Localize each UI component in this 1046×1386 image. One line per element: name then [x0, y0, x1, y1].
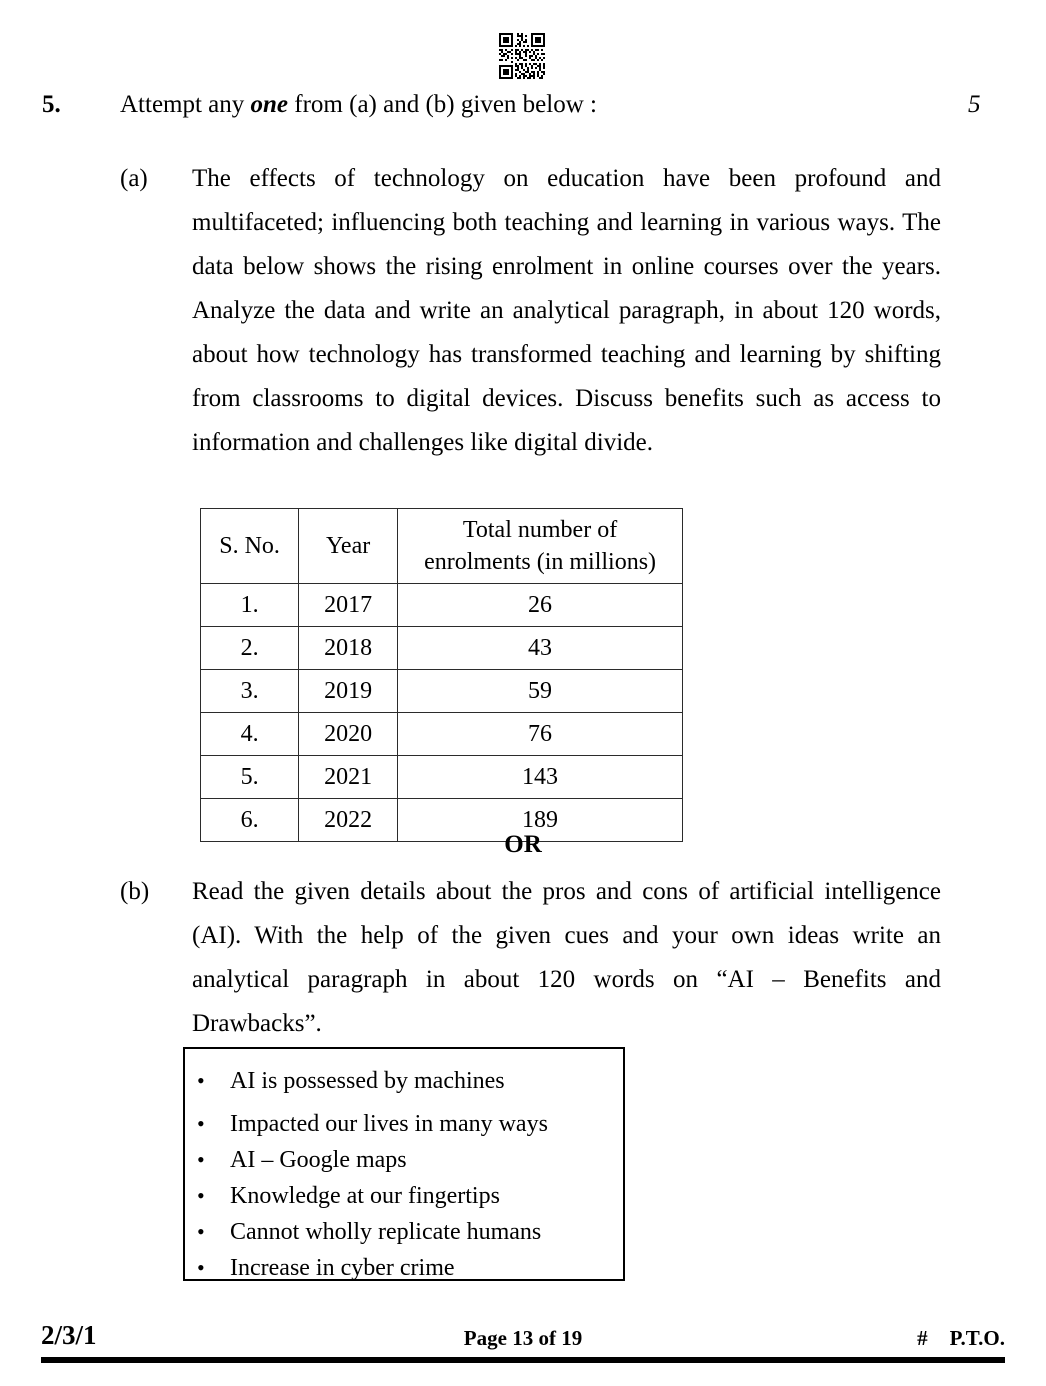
- list-item-label: Knowledge at our fingertips: [230, 1183, 500, 1209]
- list-item-label: Increase in cyber crime: [230, 1255, 455, 1281]
- cell-enrolments: 143: [398, 756, 683, 799]
- cell-sno: 6.: [201, 799, 299, 842]
- table-header-enrolments-line1: Total number of: [462, 517, 618, 543]
- table-header-row: [201, 509, 683, 584]
- list-item-label: Impacted our lives in many ways: [230, 1111, 548, 1137]
- cell-year: 2021: [299, 756, 398, 799]
- enrolment-data-table: [200, 508, 683, 842]
- qr-code-icon: [497, 31, 547, 81]
- question-instruction-after: from (a) and (b) given below :: [288, 91, 597, 118]
- bullet-icon: •: [197, 1183, 205, 1208]
- cell-enrolments: 43: [398, 627, 683, 670]
- table-header-enrolments-line2: enrolments (in millions): [424, 549, 657, 575]
- footer-pto-label: P.T.O.: [949, 1326, 1005, 1350]
- cues-list: [185, 1049, 623, 1286]
- cell-enrolments: 26: [398, 584, 683, 627]
- footer-page-number: Page 13 of 19: [463, 1326, 583, 1350]
- list-item-label: AI is possessed by machines: [230, 1068, 505, 1094]
- bullet-icon: •: [197, 1111, 205, 1136]
- cell-sno: 4.: [201, 713, 299, 756]
- or-divider: OR: [504, 831, 542, 858]
- cell-sno: 5.: [201, 756, 299, 799]
- part-a-text: The effects of technology on education have been profound and multifaceted; influencing both teaching and learning in various ways. The data below shows the rising enrolment in online courses over the years. Analyze the data and write an analytical paragraph, in about 120 words, about how technology has transformed teaching and learning by shifting from classrooms to digital devices. Discuss benefits such as access to information and challenges like digital divide.: [192, 165, 941, 456]
- question-instruction-before: Attempt any: [120, 91, 251, 118]
- footer-pto: [917, 1321, 1005, 1355]
- table-header-year: Year: [299, 509, 398, 584]
- part-a-label: (a): [120, 165, 148, 192]
- table-row: [201, 584, 683, 627]
- table-header-sno: S. No.: [201, 509, 299, 584]
- cell-enrolments: 59: [398, 670, 683, 713]
- table-row: [201, 627, 683, 670]
- list-item: [185, 1106, 623, 1142]
- bullet-icon: •: [197, 1219, 205, 1244]
- list-item: [185, 1063, 623, 1099]
- cell-year: 2018: [299, 627, 398, 670]
- table-header-enrolments: [398, 509, 683, 584]
- footer-paper-code: 2/3/1: [41, 1320, 97, 1350]
- footer-hash-symbol: #: [917, 1326, 928, 1350]
- footer-rule: [41, 1357, 1005, 1363]
- list-item-label: AI – Google maps: [230, 1147, 407, 1173]
- list-item-label: Cannot wholly replicate humans: [230, 1219, 542, 1245]
- list-item: [185, 1142, 623, 1178]
- cell-year: 2019: [299, 670, 398, 713]
- part-b-label: (b): [120, 878, 150, 905]
- cell-enrolments: 76: [398, 713, 683, 756]
- cell-year: 2017: [299, 584, 398, 627]
- cell-year: 2022: [299, 799, 398, 842]
- cues-box: [183, 1047, 625, 1281]
- list-item: [185, 1178, 623, 1214]
- page-footer: [41, 1318, 1005, 1352]
- bullet-icon: •: [197, 1068, 205, 1093]
- table-row: [201, 670, 683, 713]
- list-item: [185, 1214, 623, 1250]
- question-instruction: [120, 88, 597, 122]
- bullet-icon: •: [197, 1147, 205, 1172]
- table-row: [201, 713, 683, 756]
- cell-sno: 3.: [201, 670, 299, 713]
- question-instruction-emphasis: one: [250, 91, 289, 118]
- table-row: [201, 756, 683, 799]
- cell-sno: 2.: [201, 627, 299, 670]
- marks-allocation: 5: [968, 91, 981, 118]
- part-b-text: Read the given details about the pros and cons of artificial intelligence (AI). With the help of the given cues and your own ideas write an analytical paragraph in about 120 words on “AI – Benefits and Drawbacks”.: [192, 878, 941, 1037]
- cell-enrolments: 189: [398, 799, 683, 842]
- question-number: 5.: [42, 91, 61, 118]
- bullet-icon: •: [197, 1255, 205, 1280]
- cell-sno: 1.: [201, 584, 299, 627]
- list-item: [185, 1250, 623, 1286]
- cell-year: 2020: [299, 713, 398, 756]
